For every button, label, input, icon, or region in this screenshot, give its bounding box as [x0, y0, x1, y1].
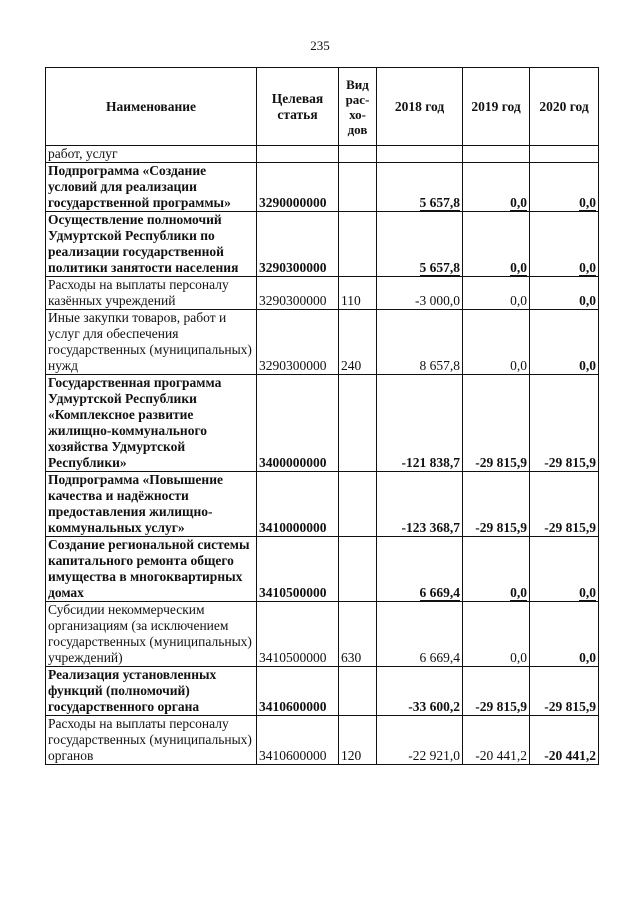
- row-2020: 0,0: [530, 163, 599, 212]
- row-name: Иные закупки товаров, работ и услуг для обеспечения государственных (муниципальных) нужд: [46, 310, 257, 375]
- page-number: 235: [310, 38, 330, 53]
- table-row: [46, 602, 599, 667]
- row-2019: 0,0: [463, 277, 530, 310]
- row-2019: 0,0: [463, 163, 530, 212]
- row-code: 3410500000: [257, 602, 339, 667]
- row-2019: -20 441,2: [463, 716, 530, 765]
- row-2018: 6 669,4: [377, 537, 463, 602]
- row-2019: 0,0: [463, 602, 530, 667]
- row-2020: -20 441,2: [530, 716, 599, 765]
- row-2018: -123 368,7: [377, 472, 463, 537]
- table-row: [46, 375, 599, 472]
- table-row: [46, 310, 599, 375]
- row-expense-type: 110: [339, 277, 377, 310]
- row-2018: 6 669,4: [377, 602, 463, 667]
- row-expense-type: 630: [339, 602, 377, 667]
- row-code: 3410000000: [257, 472, 339, 537]
- row-name: Создание региональной системы капитального ремонта общего имущества в многоквартирных домах: [46, 537, 257, 602]
- row-name: Расходы на выплаты персоналу государственных (муниципальных) органов: [46, 716, 257, 765]
- row-2020: -29 815,9: [530, 375, 599, 472]
- row-2019: -29 815,9: [463, 375, 530, 472]
- row-name: Подпрограмма «Создание условий для реализации государственной программы»: [46, 163, 257, 212]
- row-2018: -22 921,0: [377, 716, 463, 765]
- header-expense-type: Вид рас- хо- дов: [339, 68, 377, 146]
- table-row: [46, 716, 599, 765]
- row-name: Субсидии некоммерческим организациям (за исключением государственных (муниципальных) учреждений): [46, 602, 257, 667]
- header-code: Целевая статья: [257, 68, 339, 146]
- budget-table: [45, 67, 599, 765]
- row-expense-type: [339, 146, 377, 163]
- row-name: Подпрограмма «Повышение качества и надёжности предоставления жилищно-коммунальных услуг»: [46, 472, 257, 537]
- table-row: [46, 212, 599, 277]
- row-code: 3410600000: [257, 716, 339, 765]
- row-expense-type: [339, 375, 377, 472]
- row-2019: [463, 146, 530, 163]
- row-2020: 0,0: [530, 212, 599, 277]
- row-code: 3290300000: [257, 310, 339, 375]
- row-code: 3410600000: [257, 667, 339, 716]
- row-2018: [377, 146, 463, 163]
- row-name: Государственная программа Удмуртской Республики «Комплексное развитие жилищно-коммунального хозяйства Удмуртской Республики»: [46, 375, 257, 472]
- header-2020: 2020 год: [530, 68, 599, 146]
- row-2020: 0,0: [530, 310, 599, 375]
- row-2018: -3 000,0: [377, 277, 463, 310]
- table-row: [46, 537, 599, 602]
- row-expense-type: [339, 163, 377, 212]
- row-code: 3290000000: [257, 163, 339, 212]
- row-name: Реализация установленных функций (полномочий) государственного органа: [46, 667, 257, 716]
- row-expense-type: [339, 667, 377, 716]
- row-expense-type: [339, 537, 377, 602]
- header-2019: 2019 год: [463, 68, 530, 146]
- row-code: [257, 146, 339, 163]
- row-2019: -29 815,9: [463, 472, 530, 537]
- header-name: Наименование: [46, 68, 257, 146]
- row-expense-type: 120: [339, 716, 377, 765]
- table-header-row: [46, 68, 599, 146]
- table-row: [46, 146, 599, 163]
- row-expense-type: [339, 212, 377, 277]
- row-code: 3410500000: [257, 537, 339, 602]
- row-2019: -29 815,9: [463, 667, 530, 716]
- row-2020: 0,0: [530, 537, 599, 602]
- header-2018: 2018 год: [377, 68, 463, 146]
- row-2020: -29 815,9: [530, 667, 599, 716]
- table-row: [46, 163, 599, 212]
- row-name: Расходы на выплаты персоналу казённых учреждений: [46, 277, 257, 310]
- row-code: 3290300000: [257, 277, 339, 310]
- row-2020: -29 815,9: [530, 472, 599, 537]
- row-2018: 5 657,8: [377, 212, 463, 277]
- table-row: [46, 667, 599, 716]
- row-2018: -121 838,7: [377, 375, 463, 472]
- row-2020: [530, 146, 599, 163]
- row-2019: 0,0: [463, 212, 530, 277]
- row-name: Осуществление полномочий Удмуртской Республики по реализации государственной политики занятости населения: [46, 212, 257, 277]
- row-2018: -33 600,2: [377, 667, 463, 716]
- table-row: [46, 277, 599, 310]
- row-expense-type: 240: [339, 310, 377, 375]
- row-2020: 0,0: [530, 602, 599, 667]
- row-2019: 0,0: [463, 537, 530, 602]
- row-2018: 5 657,8: [377, 163, 463, 212]
- row-name: работ, услуг: [46, 146, 257, 163]
- row-expense-type: [339, 472, 377, 537]
- table-row: [46, 472, 599, 537]
- row-code: 3290300000: [257, 212, 339, 277]
- row-2018: 8 657,8: [377, 310, 463, 375]
- row-2019: 0,0: [463, 310, 530, 375]
- row-2020: 0,0: [530, 277, 599, 310]
- row-code: 3400000000: [257, 375, 339, 472]
